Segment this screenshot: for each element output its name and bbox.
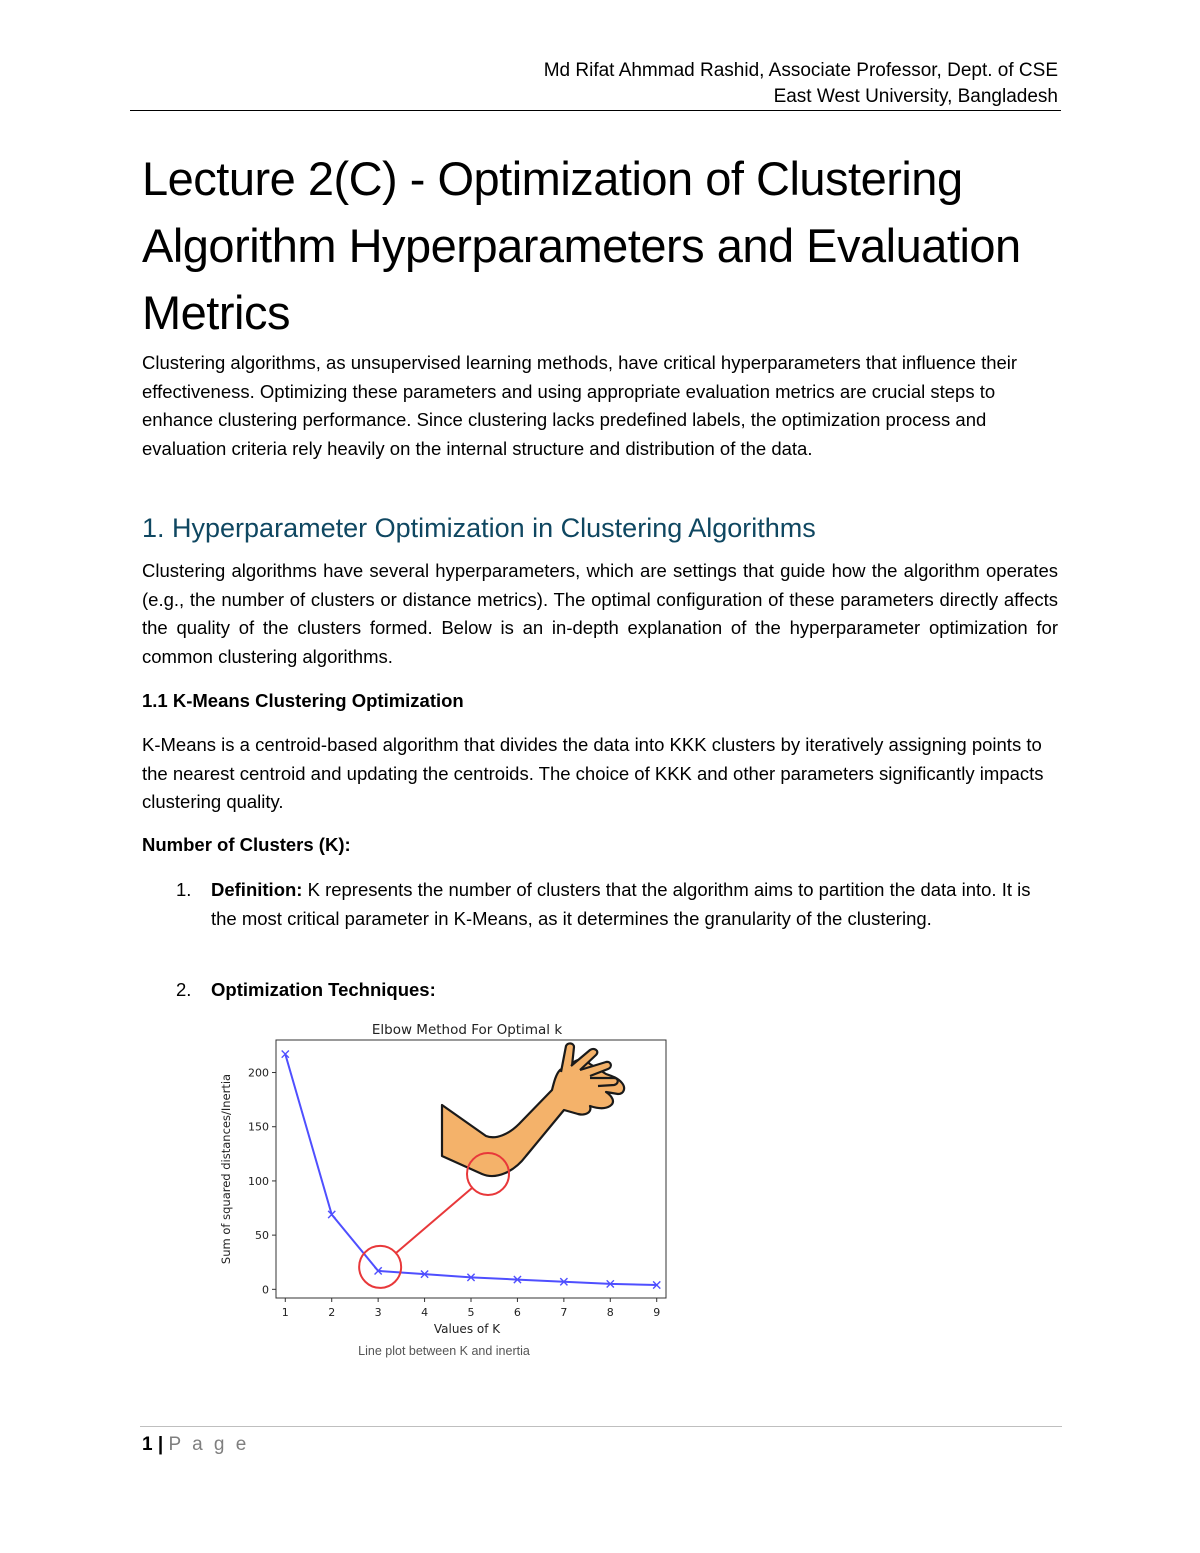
header-institution: East West University, Bangladesh [773,86,1058,107]
y-axis-label: Sum of squared distances/Inertia [219,1073,233,1265]
list-item-2 [211,976,1061,1005]
footer-separator: | [157,1434,164,1455]
x-axis-label: Values of K [433,1322,501,1336]
list-item-1-label: Definition: [211,879,303,900]
x-tick-label: 7 [560,1306,568,1319]
footer-divider [140,1426,1062,1427]
page-number: 1 [142,1434,153,1455]
list-item-1-text: K represents the number of clusters that the algorithm aims to partition the data into. It is the most critical parameter in K-Means, as it determines the granularity of the clustering. [211,879,1031,929]
section-1-1-paragraph: K-Means is a centroid-based algorithm that divides the data into KKK clusters by iteratively assigning points to the nearest centroid and updating the centroids. The choice of KKK and other parameters significantly impacts clustering quality. [142,734,1044,812]
elbow-method-chart [214,1016,674,1346]
list-item-2-label: Optimization Techniques: [211,979,436,1000]
x-tick-label: 5 [467,1306,475,1319]
x-tick-label: 8 [606,1306,614,1319]
section-1-paragraph: Clustering algorithms have several hyperparameters, which are settings that guide how the algorithm operates (e.g., the number of clusters or distance metrics). The optimal configuration of these parameters directly affects the quality of the clusters formed. Below is an in-depth explanation of the hyperparameter optimization for common clustering algorithms. [142,560,1058,667]
x-tick-label: 4 [421,1306,429,1319]
y-tick-label: 150 [248,1120,269,1134]
x-tick-label: 1 [281,1306,289,1319]
y-tick-label: 50 [255,1229,269,1243]
page-title: Lecture 2(C) - Optimization of Clustering Algorithm Hyperparameters and Evaluation Metrics [142,152,1021,339]
x-tick-label: 3 [374,1306,382,1319]
header-divider [130,110,1061,111]
y-axis-ticks [248,1067,276,1297]
number-of-clusters-heading: Number of Clusters (K): [142,834,351,855]
list-item-2-number: 2. [176,979,192,1000]
section-1-1-heading: 1.1 K-Means Clustering Optimization [142,690,464,711]
x-tick-label: 6 [513,1306,521,1319]
intro-paragraph: Clustering algorithms, as unsupervised learning methods, have critical hyperparameters that influence their effectiveness. Optimizing these parameters and using appropriate evaluation metrics are crucial steps to enhance clustering performance. Since clustering lacks predefined labels, the optimization process and evaluation criteria rely heavily on the internal structure and distribution of the data. [142,352,1018,459]
y-tick-label: 100 [248,1174,269,1188]
x-tick-label: 9 [653,1306,661,1319]
x-tick-label: 2 [328,1306,336,1319]
list-item-1 [211,876,1061,933]
y-tick-label: 200 [248,1066,269,1080]
x-axis-ticks [282,1298,660,1319]
page-header [544,58,1058,110]
y-tick-label: 0 [262,1283,269,1297]
page-footer [142,1431,249,1459]
figure-caption: Line plot between K and inertia [358,1344,530,1358]
chart-title: Elbow Method For Optimal k [371,1022,563,1038]
header-author: Md Rifat Ahmmad Rashid, Associate Professor, Dept. of CSE [543,60,1058,81]
section-1-heading: 1. Hyperparameter Optimization in Clustering Algorithms [142,513,816,543]
page-label: P a g e [168,1434,250,1455]
list-item-1-number: 1. [176,879,192,900]
